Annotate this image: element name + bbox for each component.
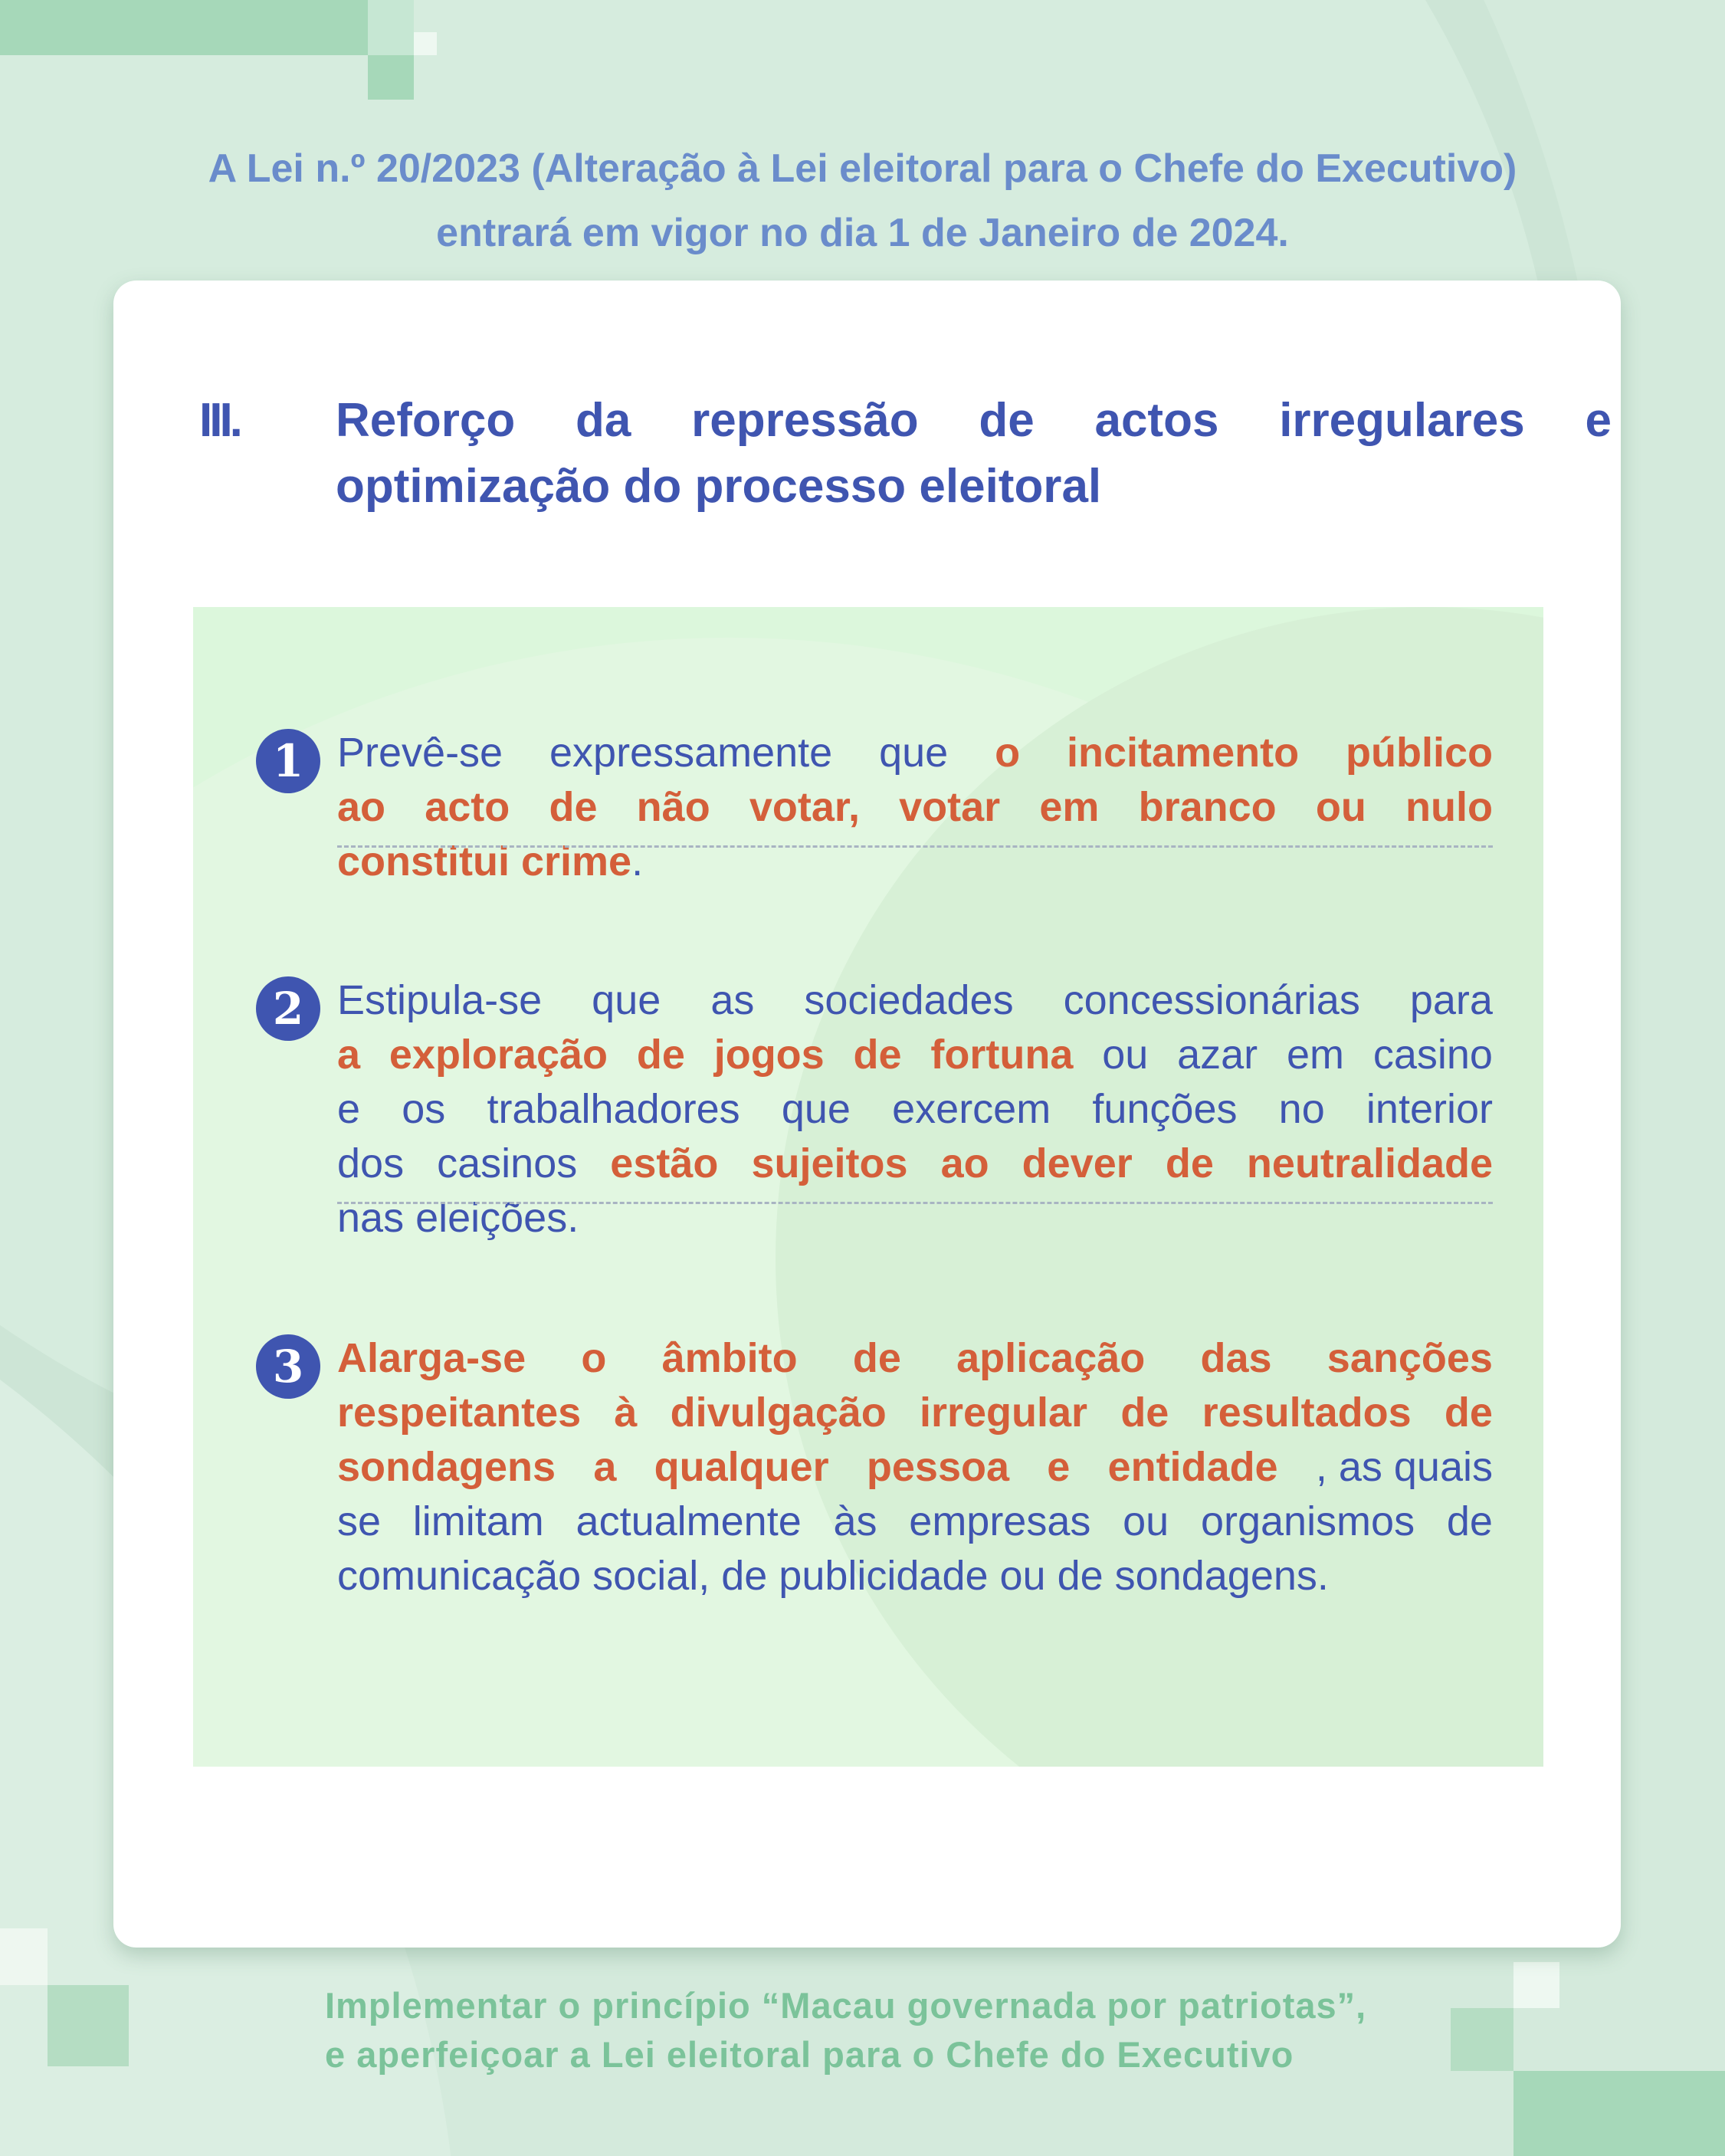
body-text: ou — [1123, 1498, 1169, 1544]
item-text-line — [337, 1495, 1493, 1549]
highlighted-text: respeitantes — [337, 1390, 582, 1436]
highlighted-text: de — [1165, 1140, 1214, 1186]
body-text: nas eleições. — [337, 1195, 579, 1241]
highlighted-text: Alarga-se — [337, 1335, 526, 1381]
item-text-line — [337, 1137, 1493, 1191]
highlighted-text: sanções — [1327, 1335, 1493, 1381]
item-text-line — [337, 1386, 1493, 1440]
highlighted-text: jogos — [713, 1032, 825, 1078]
body-text: que — [781, 1086, 851, 1132]
body-text: trabalhadores — [487, 1086, 740, 1132]
highlighted-text: entidade — [1107, 1444, 1278, 1490]
body-text: azar — [1177, 1032, 1258, 1078]
items-panel — [193, 607, 1543, 1767]
highlighted-text: e — [1047, 1444, 1071, 1490]
body-text: se — [337, 1498, 382, 1544]
item-text-line — [337, 973, 1493, 1028]
body-text: actualmente — [576, 1498, 802, 1544]
highlighted-text: à — [614, 1390, 638, 1436]
item-text-line — [337, 1549, 1493, 1603]
body-text: para — [1409, 977, 1493, 1023]
highlighted-text: sujeitos — [751, 1140, 908, 1186]
item-text-line — [337, 1440, 1493, 1495]
body-text: que — [879, 730, 949, 776]
page-footer — [325, 1981, 1366, 2079]
item-text-line — [337, 1028, 1493, 1082]
body-text: ou — [1102, 1032, 1149, 1078]
body-text: funções — [1092, 1086, 1238, 1132]
highlighted-text: neutralidade — [1246, 1140, 1493, 1186]
body-text: no — [1278, 1086, 1325, 1132]
highlighted-text: público — [1345, 730, 1493, 776]
body-text: limitam — [412, 1498, 544, 1544]
highlighted-text: em — [1039, 784, 1100, 830]
highlighted-text: branco — [1138, 784, 1277, 830]
highlighted-text: qualquer — [654, 1444, 829, 1490]
decor-square — [1513, 2071, 1725, 2156]
highlighted-text: o — [995, 730, 1021, 776]
highlighted-text: a — [593, 1444, 617, 1490]
highlighted-text: das — [1200, 1335, 1272, 1381]
body-text: empresas — [909, 1498, 1091, 1544]
body-text: . — [631, 838, 644, 884]
highlighted-text: exploração — [389, 1032, 608, 1078]
body-text: Estipula-se — [337, 977, 543, 1023]
section-title-word: repressão — [691, 394, 919, 447]
highlighted-text: aplicação — [956, 1335, 1146, 1381]
section-title-word: Reforço — [336, 394, 516, 447]
section-title-word: actos — [1094, 394, 1219, 447]
body-text: comunicação social, de publicidade ou de sondagens. — [337, 1553, 1329, 1599]
highlighted-text: fortuna — [930, 1032, 1074, 1078]
dashed-divider — [337, 1202, 1493, 1204]
content-card — [113, 281, 1621, 1948]
section-title-word: de — [979, 394, 1035, 447]
body-text: organismos — [1200, 1498, 1415, 1544]
highlighted-text: constitui crime — [337, 838, 632, 884]
highlighted-text: ao — [337, 784, 386, 830]
highlighted-text: não — [636, 784, 710, 830]
body-text: casinos — [437, 1140, 578, 1186]
item-text-line — [337, 780, 1493, 835]
body-text: expressamente — [549, 730, 833, 776]
body-text: que — [592, 977, 661, 1023]
header-line-2: entrará em vigor no dia 1 de Janeiro de 2024. — [436, 211, 1289, 255]
footer-line-2: e aperfeiçoar a Lei eleitoral para o Chefe do Executivo — [325, 2034, 1294, 2075]
highlighted-text: sondagens — [337, 1444, 556, 1490]
highlighted-text: pessoa — [866, 1444, 1009, 1490]
item-text-line — [337, 1082, 1493, 1137]
highlighted-text: de — [852, 1335, 901, 1381]
decor-square — [1513, 1962, 1559, 2008]
section-numeral: III. — [199, 394, 240, 447]
body-text: em — [1286, 1032, 1344, 1078]
highlighted-text: resultados — [1202, 1390, 1412, 1436]
highlighted-text: dever — [1022, 1140, 1133, 1186]
decor-square — [414, 32, 437, 55]
highlighted-text: ao — [940, 1140, 989, 1186]
highlighted-text: nulo — [1405, 784, 1493, 830]
highlighted-text: ou — [1315, 784, 1366, 830]
item-text-line — [337, 1331, 1493, 1386]
body-text: às — [833, 1498, 877, 1544]
section-title-line-1 — [336, 388, 1612, 454]
body-text: dos — [337, 1140, 405, 1186]
body-text: interior — [1366, 1086, 1493, 1132]
dashed-divider — [337, 845, 1493, 848]
body-text: Prevê-se — [337, 730, 503, 776]
highlighted-text: divulgação — [670, 1390, 887, 1436]
section-title-line-2: optimização do processo eleitoral — [336, 460, 1102, 513]
item-text-line — [337, 1191, 1493, 1245]
body-text: casino — [1372, 1032, 1493, 1078]
body-text: as — [710, 977, 755, 1023]
highlighted-text: o — [581, 1335, 607, 1381]
section-title-word: irregulares — [1279, 394, 1525, 447]
decor-square — [0, 0, 368, 55]
highlighted-text: âmbito — [661, 1335, 798, 1381]
decor-square — [1451, 2008, 1513, 2071]
item-number-badge: 1 — [256, 729, 320, 793]
item-text — [337, 1331, 1493, 1603]
footer-line-1: Implementar o princípio “Macau governada por patriotas”, — [325, 1985, 1367, 2026]
highlighted-text: a — [337, 1032, 361, 1078]
highlighted-text: irregular — [919, 1390, 1088, 1436]
body-text: os — [402, 1086, 446, 1132]
highlighted-text: acto — [425, 784, 510, 830]
section-title-word: da — [576, 394, 631, 447]
highlighted-text: de — [636, 1032, 685, 1078]
item-number-badge: 2 — [256, 976, 320, 1041]
decor-square — [368, 0, 414, 55]
highlighted-text: votar — [899, 784, 1001, 830]
highlighted-text: de — [853, 1032, 902, 1078]
highlighted-text: estão — [610, 1140, 719, 1186]
item-number-badge: 3 — [256, 1334, 320, 1399]
item-text-line — [337, 726, 1493, 780]
body-text: sociedades — [804, 977, 1014, 1023]
body-text: , as quais — [1315, 1444, 1493, 1490]
item-text — [337, 973, 1493, 1245]
body-text: concessionárias — [1063, 977, 1360, 1023]
page-header — [0, 136, 1725, 265]
body-text: e — [337, 1086, 361, 1132]
highlighted-text: de — [1120, 1390, 1169, 1436]
decor-square — [48, 1985, 129, 2066]
highlighted-text: de — [1444, 1390, 1493, 1436]
section-title-word: e — [1585, 394, 1612, 447]
item-text-line — [337, 835, 1493, 889]
highlighted-text: votar, — [749, 784, 860, 830]
highlighted-text: de — [549, 784, 598, 830]
item-text — [337, 726, 1493, 889]
header-line-1: A Lei n.º 20/2023 (Alteração à Lei eleitoral para o Chefe do Executivo) — [208, 146, 1517, 191]
body-text: de — [1446, 1498, 1493, 1544]
decor-square — [0, 1928, 48, 1985]
body-text: exercem — [892, 1086, 1051, 1132]
highlighted-text: incitamento — [1067, 730, 1300, 776]
decor-square — [368, 55, 414, 100]
